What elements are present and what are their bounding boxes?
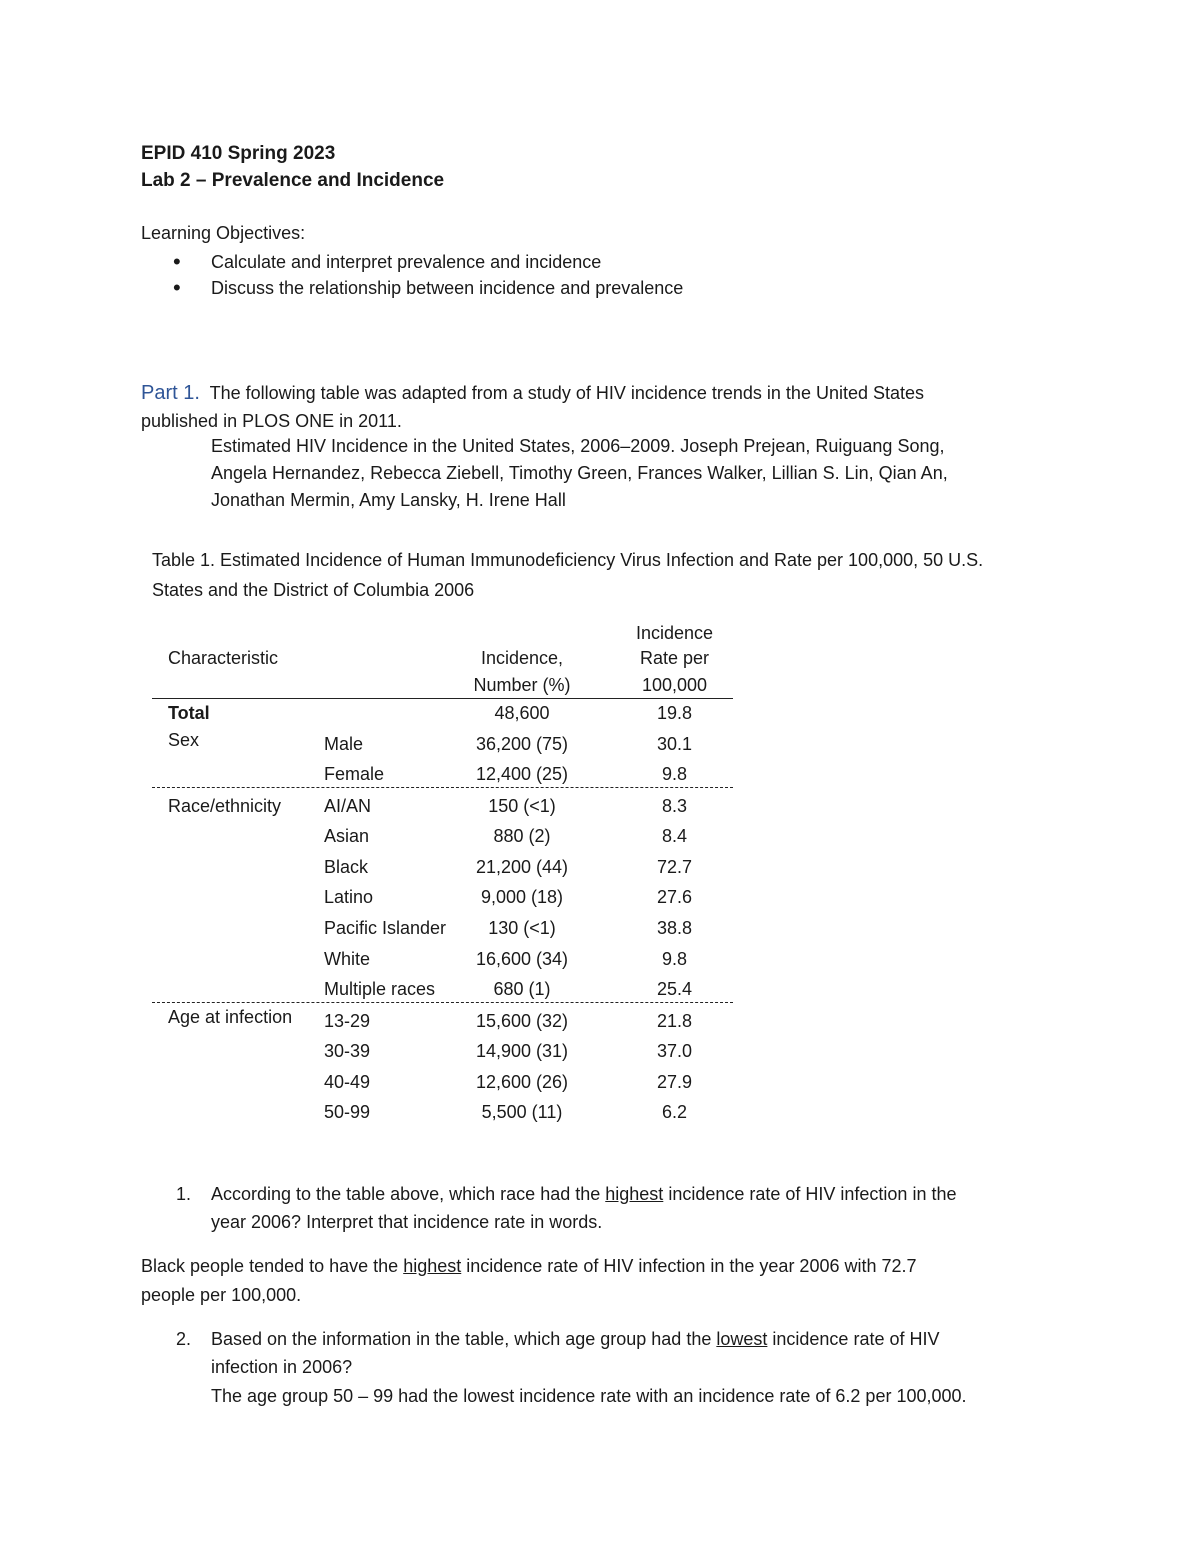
table-row-number: 16,600 (34) <box>475 949 569 969</box>
table-row-number: 12,600 (26) <box>475 1072 569 1092</box>
table-row-sub: Male <box>324 734 364 754</box>
table-row-rate: 37.0 <box>656 1041 693 1061</box>
answer-2: The age group 50 – 99 had the lowest incidence rate with an incidence rate of 6.2 per 100,000. <box>211 1386 967 1406</box>
header-rate: Rate per <box>639 648 710 668</box>
table-row-sub: Black <box>324 857 369 877</box>
table-row-sub: Female <box>324 764 385 784</box>
table-row-number: 680 (1) <box>493 979 551 999</box>
citation-line: Estimated HIV Incidence in the United States, 2006–2009. Joseph Prejean, Ruiguang Song, <box>211 436 945 456</box>
table-row-rate: 6.2 <box>661 1102 688 1122</box>
table-row-rate: 25.4 <box>656 979 693 999</box>
group-label-sex: Sex <box>168 730 200 750</box>
group-label-race: Race/ethnicity <box>168 796 282 816</box>
part1-intro-line2: published in PLOS ONE in 2011. <box>141 411 402 431</box>
header-rule <box>152 698 733 699</box>
table-row-rate: 30.1 <box>656 734 693 754</box>
table-row-rate: 9.8 <box>661 764 688 784</box>
question-text: incidence rate of HIV <box>767 1329 940 1349</box>
header-incidence: Number (%) <box>473 675 571 695</box>
course-title: EPID 410 Spring 2023 <box>141 143 336 164</box>
objectives-list <box>141 249 683 301</box>
table-row-number: 21,200 (44) <box>475 857 569 877</box>
answer-1-line1 <box>141 1252 917 1280</box>
lab-title: Lab 2 – Prevalence and Incidence <box>141 170 445 191</box>
table-row-sub: Pacific Islander <box>324 918 447 938</box>
table-row-sub: AI/AN <box>324 796 372 816</box>
objective-text: Discuss the relationship between incidence and prevalence <box>211 278 684 298</box>
table-row-sub: Multiple races <box>324 979 436 999</box>
header-rate: Incidence <box>635 623 714 643</box>
answer-text: Black people tended to have the <box>141 1256 404 1276</box>
table-row-number: 5,500 (11) <box>481 1102 563 1122</box>
header-incidence: Incidence, <box>480 648 564 668</box>
table-row-sub: 40-49 <box>324 1072 371 1092</box>
table-row-rate: 27.9 <box>656 1072 693 1092</box>
table-row-rate: 38.8 <box>656 918 693 938</box>
table-row-number: 880 (2) <box>493 826 551 846</box>
question-emphasis: lowest <box>716 1329 768 1349</box>
objective-text: Calculate and interpret prevalence and incidence <box>211 252 602 272</box>
table-row-rate: 21.8 <box>656 1011 693 1031</box>
table-row-sub: Asian <box>324 826 370 846</box>
answer-1-line2: people per 100,000. <box>141 1285 302 1305</box>
question-emphasis: highest <box>605 1184 664 1204</box>
objectives-heading: Learning Objectives: <box>141 223 306 243</box>
table-row-sub: 30-39 <box>324 1041 371 1061</box>
group-divider <box>152 787 733 788</box>
table-row-sub: White <box>324 949 371 969</box>
citation-line: Jonathan Mermin, Amy Lansky, H. Irene Hall <box>211 490 566 510</box>
question-1-line2: year 2006? Interpret that incidence rate in words. <box>211 1212 603 1232</box>
table-row-number: 130 (<1) <box>488 918 556 938</box>
part1-intro <box>141 379 924 407</box>
table-caption-line2: States and the District of Columbia 2006 <box>152 580 475 600</box>
table-row-number: 9,000 (18) <box>480 887 564 907</box>
table-row-rate: 8.4 <box>661 826 688 846</box>
part1-label: Part 1. <box>141 382 200 404</box>
incidence-table <box>152 620 733 1130</box>
question-number: 1. <box>176 1184 192 1204</box>
question-text: Based on the information in the table, which age group had the <box>211 1329 717 1349</box>
total-label: Total <box>168 703 210 723</box>
group-label-age: Age at infection <box>168 1007 293 1027</box>
answer-text: incidence rate of HIV infection in the year 2006 with 72.7 <box>461 1256 917 1276</box>
question-1-line1 <box>211 1180 956 1208</box>
question-2-line1 <box>211 1325 939 1353</box>
table-row-number: 150 (<1) <box>488 796 556 816</box>
table-caption: Table 1. Estimated Incidence of Human Immunodeficiency Virus Infection and Rate per 100,000, 50 U.S. <box>152 550 984 570</box>
table-row-rate: 27.6 <box>656 887 693 907</box>
table-row-number: 15,600 (32) <box>475 1011 569 1031</box>
table-row-rate: 72.7 <box>656 857 693 877</box>
group-divider <box>152 1002 733 1003</box>
total-rate: 19.8 <box>656 703 693 723</box>
question-text: According to the table above, which race had the <box>211 1184 606 1204</box>
table-row-rate: 9.8 <box>661 949 688 969</box>
table-row-number: 36,200 (75) <box>475 734 569 754</box>
table-row-sub: 50-99 <box>324 1102 371 1122</box>
objective-item <box>141 275 683 301</box>
table-row-rate: 8.3 <box>661 796 688 816</box>
citation-line: Angela Hernandez, Rebecca Ziebell, Timothy Green, Frances Walker, Lillian S. Lin, Qian An, <box>211 463 948 483</box>
table-row-number: 12,400 (25) <box>475 764 569 784</box>
answer-emphasis: highest <box>403 1256 462 1276</box>
objective-item <box>141 249 683 275</box>
question-2-line2: infection in 2006? <box>211 1357 353 1377</box>
question-text: incidence rate of HIV infection in the <box>663 1184 957 1204</box>
question-number: 2. <box>176 1329 192 1349</box>
total-number: 48,600 <box>494 703 550 723</box>
part1-intro-line1: The following table was adapted from a study of HIV incidence trends in the United States <box>209 383 925 403</box>
table-row-number: 14,900 (31) <box>475 1041 569 1061</box>
table-row-sub: Latino <box>324 887 374 907</box>
header-characteristic: Characteristic <box>168 648 279 668</box>
header-rate: 100,000 <box>641 675 708 695</box>
table-row-sub: 13-29 <box>324 1011 371 1031</box>
